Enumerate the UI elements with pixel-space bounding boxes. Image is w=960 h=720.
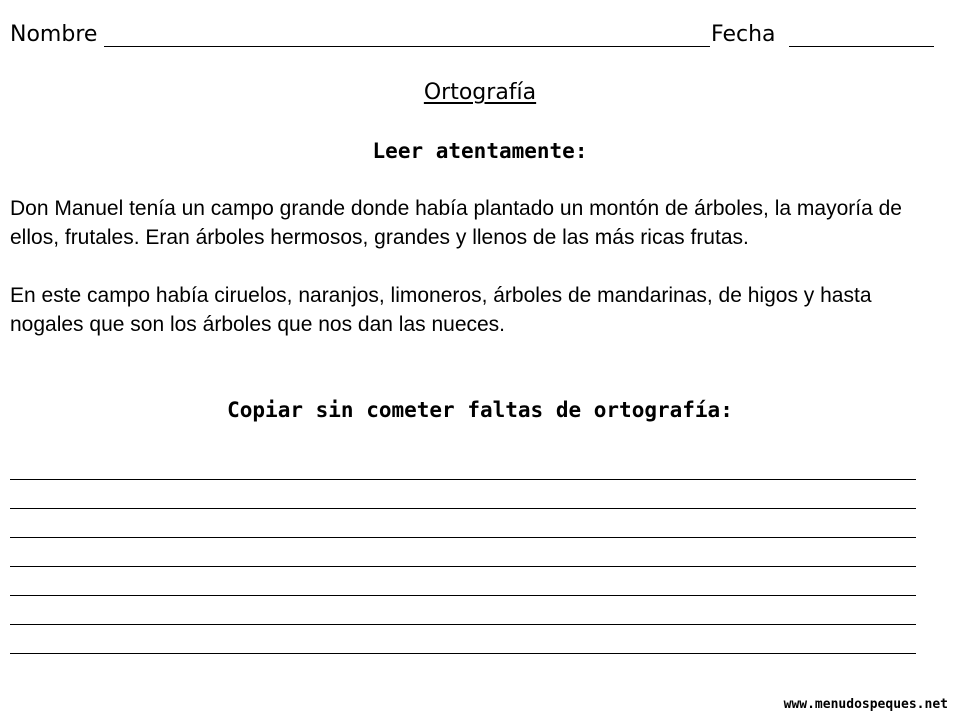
website-footer: www.menudospeques.net [783, 697, 948, 712]
writing-line[interactable] [10, 625, 916, 654]
writing-line[interactable] [10, 538, 916, 567]
read-instruction: Leer atentamente: [372, 139, 588, 163]
name-label: Nombre [10, 22, 98, 47]
date-blank-line[interactable] [789, 20, 934, 47]
writing-line[interactable] [10, 509, 916, 538]
page-title: Ortografía [423, 80, 537, 105]
writing-line[interactable] [10, 451, 916, 480]
date-label: Fecha [711, 22, 776, 47]
writing-line[interactable] [10, 596, 916, 625]
header [10, 20, 935, 52]
story-paragraph-1: Don Manuel tenía un campo grande donde había plantado un montón de árboles, la mayoría de ellos, frutales. Eran árboles hermosos, grandes y llenos de las más ricas frutas. [10, 197, 902, 249]
writing-line[interactable] [10, 567, 916, 596]
writing-lines [10, 451, 916, 654]
copy-instruction: Copiar sin cometer faltas de ortografía: [227, 398, 733, 422]
story-paragraph-2: En este campo había ciruelos, naranjos, limoneros, árboles de mandarinas, de higos y hasta nogales que son los árboles que nos dan las nueces. [10, 284, 872, 336]
writing-line[interactable] [10, 480, 916, 509]
name-blank-line[interactable] [104, 20, 710, 47]
page-title-container [0, 78, 960, 108]
